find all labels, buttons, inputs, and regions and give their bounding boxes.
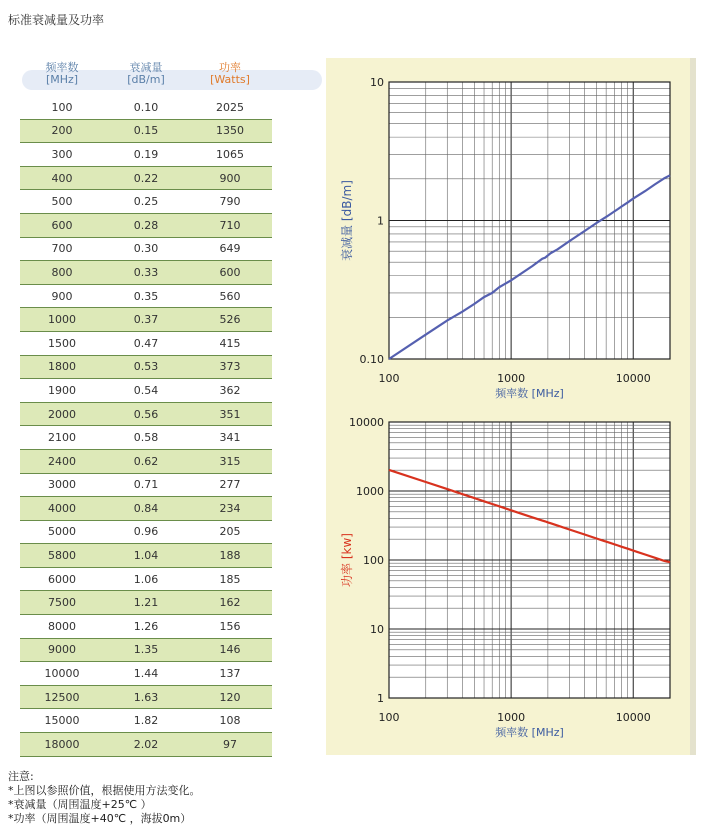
cell-frequency: 15000 (44, 714, 80, 728)
cell-frequency: 300 (51, 147, 73, 161)
cell-power: 341 (219, 431, 241, 445)
cell-power: 137 (219, 667, 241, 681)
cell-power: 156 (219, 619, 241, 633)
cell-attenuation: 1.44 (133, 667, 159, 681)
cell-power: 373 (219, 360, 241, 374)
y-tick-label: 10000 (349, 416, 384, 429)
cell-frequency: 7500 (48, 596, 76, 610)
header-frequency-unit: [MHz] (45, 73, 79, 86)
cell-attenuation: 1.63 (133, 690, 159, 704)
cell-frequency: 2100 (48, 431, 76, 445)
chart-1 (339, 76, 670, 400)
cell-attenuation: 0.54 (133, 383, 159, 397)
cell-frequency: 4000 (48, 501, 76, 515)
notes-heading: 注意: (8, 770, 34, 783)
x-tick-label: 1000 (497, 372, 526, 385)
cell-attenuation: 0.84 (133, 501, 159, 515)
cell-attenuation: 0.33 (133, 265, 159, 279)
y-tick-label: 1000 (356, 485, 384, 498)
y-tick-label: 1 (377, 692, 384, 705)
cell-attenuation: 0.10 (133, 100, 159, 114)
y-tick-label: 10 (370, 623, 384, 636)
cell-attenuation: 0.35 (133, 289, 159, 303)
x-tick-label: 10000 (615, 711, 651, 724)
header-attenuation-label: 衰减量 (129, 61, 163, 74)
chart-2 (339, 416, 670, 739)
cell-attenuation: 1.06 (133, 572, 159, 586)
y-tick-label: 1 (377, 214, 384, 228)
cell-frequency: 1000 (48, 313, 76, 327)
cell-attenuation: 1.04 (133, 549, 159, 563)
cell-frequency: 200 (51, 124, 73, 138)
cell-frequency: 10000 (44, 667, 80, 681)
cell-attenuation: 0.37 (133, 313, 159, 327)
x-tick-label: 10000 (615, 372, 651, 385)
cell-attenuation: 0.58 (133, 431, 159, 445)
cell-power: 1065 (216, 147, 244, 161)
cell-attenuation: 0.53 (133, 360, 159, 374)
cell-attenuation: 1.26 (133, 619, 159, 633)
cell-frequency: 12500 (44, 690, 80, 704)
cell-attenuation: 2.02 (133, 737, 159, 751)
y-axis-label: 功率 [kw] (340, 533, 354, 587)
cell-power: 649 (219, 242, 241, 256)
cell-power: 560 (219, 289, 241, 303)
cell-frequency: 800 (51, 265, 73, 279)
cell-frequency: 5000 (48, 525, 76, 539)
cell-power: 188 (219, 549, 241, 563)
cell-power: 600 (219, 265, 241, 279)
cell-frequency: 9000 (48, 643, 76, 657)
x-tick-label: 100 (378, 711, 400, 724)
cell-power: 351 (219, 407, 241, 421)
cell-attenuation: 1.21 (133, 596, 159, 610)
cell-attenuation: 0.56 (133, 407, 159, 421)
cell-frequency: 700 (51, 242, 73, 256)
cell-power: 185 (219, 572, 241, 586)
header-power-unit: [Watts] (210, 73, 250, 86)
cell-power: 790 (219, 195, 241, 209)
cell-frequency: 8000 (48, 619, 76, 633)
x-tick-label: 100 (378, 372, 400, 385)
cell-attenuation: 0.22 (133, 171, 159, 185)
page-title: 标准衰减量及功率 (8, 13, 105, 27)
x-axis-label: 频率数 [MHz] (495, 387, 564, 400)
cell-attenuation: 0.15 (133, 124, 159, 138)
cell-attenuation: 0.96 (133, 525, 159, 539)
cell-frequency: 900 (51, 289, 73, 303)
cell-power: 234 (219, 501, 241, 515)
cell-attenuation: 1.35 (133, 643, 159, 657)
cell-attenuation: 0.71 (133, 478, 159, 492)
cell-frequency: 6000 (48, 572, 76, 586)
cell-frequency: 100 (51, 100, 73, 114)
cell-attenuation: 0.28 (133, 218, 159, 232)
cell-power: 277 (219, 478, 241, 492)
note-line: *功率（周围温度+40℃ ，海拔0m） (8, 812, 192, 825)
x-tick-label: 1000 (497, 711, 526, 724)
cell-frequency: 2400 (48, 454, 76, 468)
cell-frequency: 400 (51, 171, 73, 185)
cell-power: 526 (219, 313, 241, 327)
cell-power: 97 (223, 737, 237, 751)
cell-attenuation: 0.47 (133, 336, 159, 350)
note-line: *上图以参照价值，根据使用方法变化。 (8, 784, 201, 797)
cell-frequency: 18000 (44, 737, 80, 751)
cell-power: 900 (219, 171, 241, 185)
notes (8, 770, 201, 826)
cell-power: 205 (219, 525, 241, 539)
header-power-label: 功率 (219, 61, 241, 74)
cell-power: 315 (219, 454, 241, 468)
cell-attenuation: 0.62 (133, 454, 159, 468)
cell-attenuation: 0.19 (133, 147, 159, 161)
cell-frequency: 3000 (48, 478, 76, 492)
y-axis-label: 衰减量 [dB/m] (340, 180, 354, 261)
cell-frequency: 5800 (48, 549, 76, 563)
cell-frequency: 1500 (48, 336, 76, 350)
cell-attenuation: 1.82 (133, 714, 159, 728)
note-line: *衰减量（周围温度+25℃ ） (8, 798, 152, 811)
x-axis-label: 频率数 [MHz] (495, 726, 564, 739)
cell-power: 362 (219, 383, 241, 397)
cell-power: 108 (219, 714, 241, 728)
y-tick-label: 100 (363, 554, 384, 567)
cell-frequency: 1900 (48, 383, 76, 397)
cell-frequency: 500 (51, 195, 73, 209)
header-frequency-label: 频率数 (45, 61, 79, 74)
cell-power: 1350 (216, 124, 244, 138)
cell-frequency: 1800 (48, 360, 76, 374)
cell-power: 415 (219, 336, 241, 350)
cell-power: 162 (219, 596, 241, 610)
cell-attenuation: 0.25 (133, 195, 159, 209)
cell-power: 710 (219, 218, 241, 232)
cell-attenuation: 0.30 (133, 242, 159, 256)
cell-power: 2025 (216, 100, 244, 114)
cell-power: 146 (219, 643, 241, 657)
cell-frequency: 2000 (48, 407, 76, 421)
cell-frequency: 600 (51, 218, 73, 232)
cell-power: 120 (219, 690, 241, 704)
y-tick-label: 10 (370, 76, 384, 89)
y-tick-label: 0.10 (359, 353, 384, 366)
header-attenuation-unit: [dB/m] (127, 73, 165, 86)
